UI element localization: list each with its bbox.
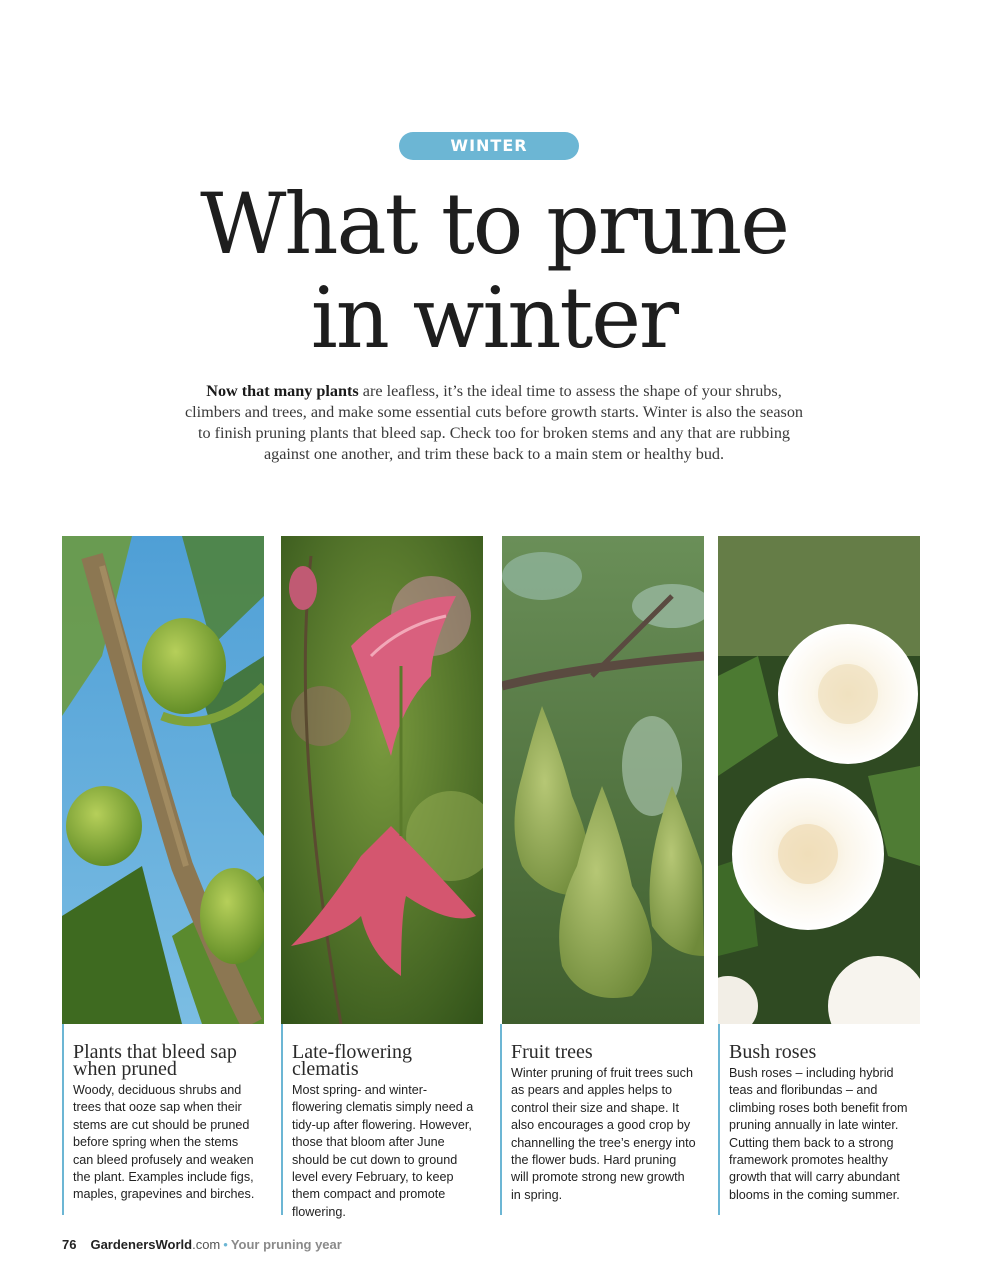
section-tag: WINTER: [399, 132, 579, 160]
column-text: Bush roses – including hybrid teas and floribundas – and climbing roses both benefit from pruning annually in late winter. Cutting them back to a strong framework promotes healthy growth that will carry abundant blooms in the coming summer.: [729, 1066, 908, 1202]
column-heading: Fruit trees: [511, 1041, 593, 1063]
column-text: Winter pruning of fruit trees such as pears and apples helps to control their size and shape. It also encourages a good crop by channelling the tree’s energy into the flower buds. Hard pruning will promote strong new growth in spring.: [511, 1066, 696, 1202]
page-footer: [62, 1237, 342, 1255]
column-bush-roses: [718, 1024, 914, 1215]
brand-domain: .com: [192, 1237, 221, 1252]
clematis-photo: [281, 536, 483, 1024]
column-heading: Bush roses: [729, 1041, 817, 1063]
page-title-line-1: What to prune: [200, 175, 788, 273]
fig-photo: [62, 536, 264, 1024]
brand-name: GardenersWorld: [90, 1237, 193, 1252]
column-clematis: [281, 1024, 477, 1219]
footer-section: Your pruning year: [230, 1237, 342, 1252]
intro-lead: Now that many plants: [206, 382, 359, 400]
page-number: 76: [62, 1237, 77, 1252]
intro-paragraph: [178, 381, 810, 465]
column-heading: Late-flowering clematis: [292, 1041, 412, 1080]
page-title-line-2: in winter: [310, 269, 678, 367]
intro-body: are leafless, it’s the ideal time to assess the shape of your shrubs, climbers and trees, and make some essential cuts before growth starts. Winter is also the season to finish pruning plants that bleed sap. Check too for broken stems and any that are rubbing against one another, and trim these back to a main stem or healthy bud.: [184, 382, 804, 463]
column-text: Woody, deciduous shrubs and trees that ooze sap when their stems are cut should be pruned before spring when the stems can bleed profusely and weaken the plant. Examples include figs, maples, grapevines and birches.: [73, 1083, 255, 1202]
column-sap-plants: [62, 1024, 258, 1215]
pear-photo: [502, 536, 704, 1024]
rose-photo: [718, 536, 920, 1024]
footer-separator: •: [223, 1237, 228, 1252]
column-heading: Plants that bleed sap when pruned: [73, 1041, 237, 1080]
column-fruit-trees: [500, 1024, 696, 1215]
column-text: Most spring- and winter-flowering clematis simply need a tidy-up after flowering. However, those that bloom after June should be cut down to ground level every February, to keep them compact and promote flowering.: [292, 1083, 474, 1219]
